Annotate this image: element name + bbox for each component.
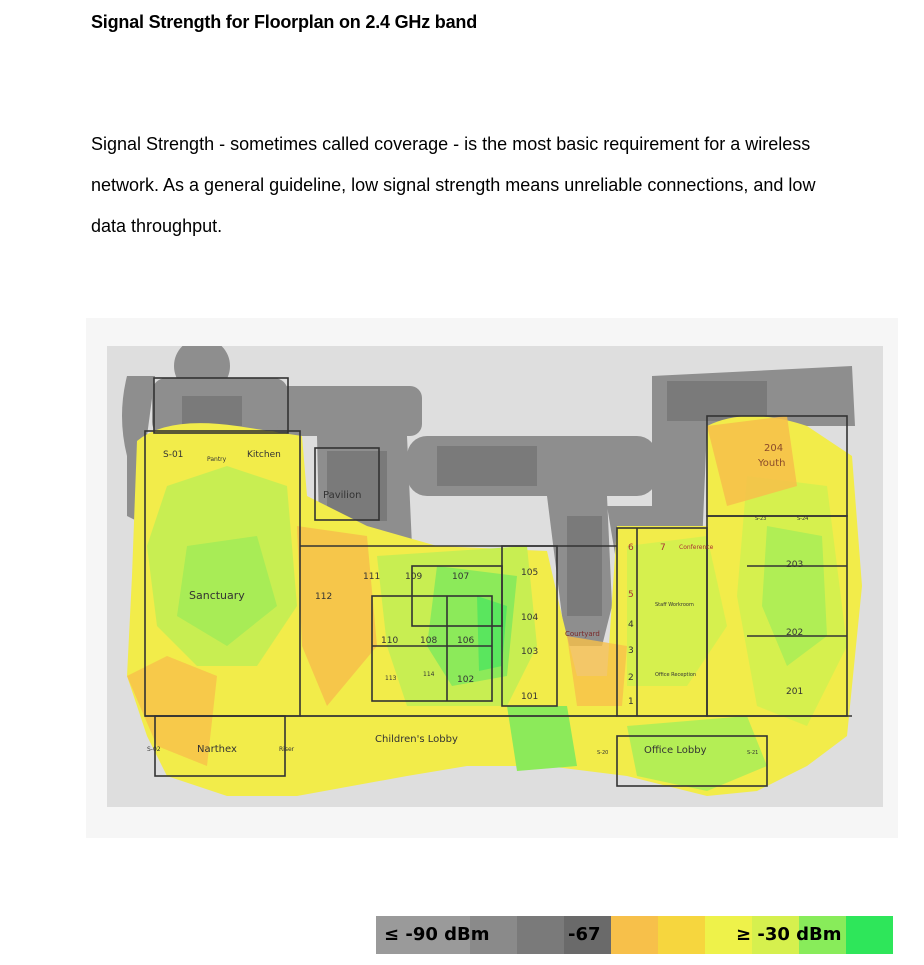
room-label: Conference: [679, 544, 714, 551]
room-label: S-24: [797, 516, 809, 522]
room-label: Office Lobby: [644, 745, 707, 756]
signal-legend: [376, 916, 893, 954]
room-label: 109: [405, 572, 423, 582]
room-label: 3: [628, 646, 634, 656]
room-label: Narthex: [197, 744, 237, 755]
room-label: S-02: [147, 746, 161, 753]
legend-swatch: [658, 916, 705, 954]
room-label: 1: [628, 697, 634, 707]
room-label: 202: [786, 628, 804, 638]
room-label: Pantry: [207, 456, 227, 463]
room-label: 204: [764, 443, 784, 454]
room-label: 203: [786, 560, 804, 570]
legend-swatch: [846, 916, 893, 954]
room-label: 6: [628, 543, 634, 553]
legend-swatch: [611, 916, 658, 954]
room-label: 2: [628, 673, 634, 683]
room-label: 103: [521, 647, 539, 657]
room-label: Kitchen: [247, 450, 281, 460]
room-label: Courtyard: [565, 630, 600, 638]
legend-min-label: ≤ -90 dBm: [384, 924, 490, 945]
room-label: 105: [521, 568, 539, 578]
page-heading: Signal Strength for Floorplan on 2.4 GHz band: [91, 12, 478, 32]
room-label: Sanctuary: [189, 589, 245, 602]
room-label: Riser: [279, 746, 295, 753]
room-label: Pavilion: [323, 490, 362, 501]
signal-heatmap: [107, 346, 883, 807]
room-label: S-20: [597, 750, 609, 756]
room-label: 110: [381, 636, 399, 646]
room-label: 108: [420, 636, 438, 646]
room-label: S-23: [755, 516, 767, 522]
intro-paragraph: Signal Strength - sometimes called coverage - is the most basic requirement for a wireless network. As a general guideline, low signal strength means unreliable connections, and low data throughput.: [91, 134, 816, 236]
room-label: 7: [660, 543, 666, 553]
room-label: Office Reception: [655, 672, 697, 678]
room-label: 104: [521, 613, 539, 623]
room-label: 107: [452, 572, 470, 582]
room-label: 101: [521, 692, 539, 702]
legend-swatch: [517, 916, 564, 954]
room-label: 114: [423, 671, 435, 678]
room-label: 201: [786, 687, 804, 697]
room-label: 5: [628, 590, 634, 600]
room-label: 111: [363, 572, 381, 582]
room-label: Youth: [758, 458, 786, 469]
room-label: Staff Workroom: [655, 602, 694, 608]
room-label: 102: [457, 675, 475, 685]
room-label: S-21: [747, 750, 759, 756]
room-label: S-01: [163, 450, 184, 460]
legend-mid-label: -67: [568, 924, 601, 945]
legend-max-label: ≥ -30 dBm: [736, 924, 842, 945]
room-label: 112: [315, 592, 333, 602]
room-label: 4: [628, 620, 634, 630]
room-label: Children's Lobby: [375, 734, 458, 745]
room-label: 113: [385, 675, 397, 682]
room-label: 106: [457, 636, 475, 646]
